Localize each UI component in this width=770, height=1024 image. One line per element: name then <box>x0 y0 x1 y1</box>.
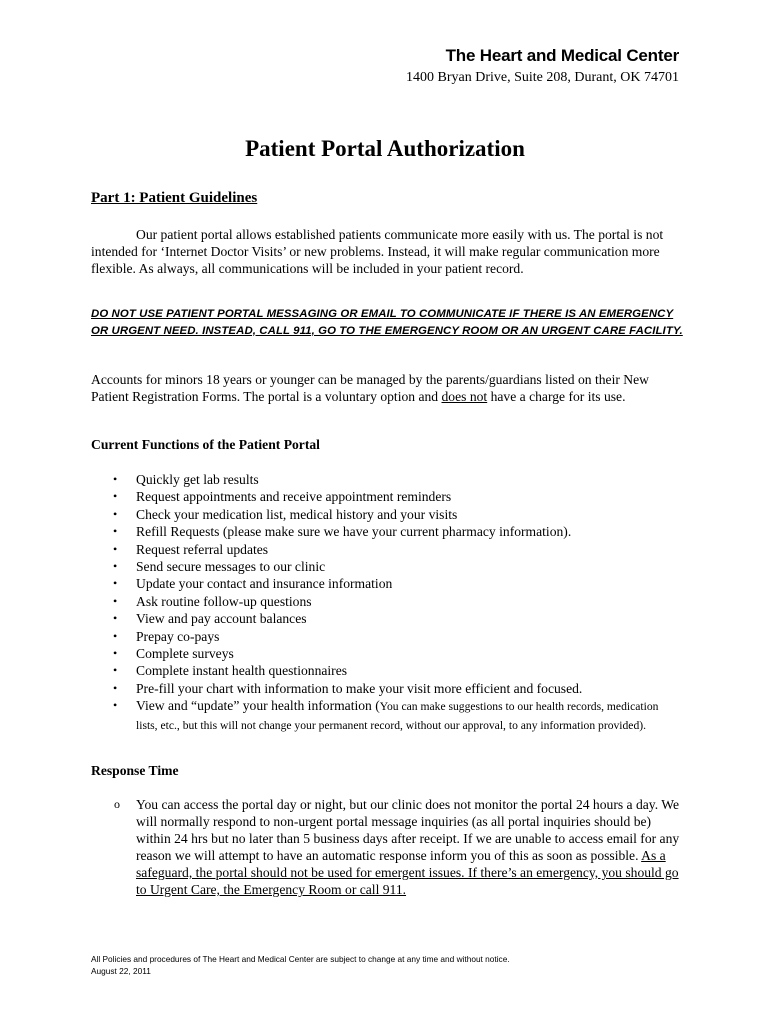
list-item: • Send secure messages to our clinic <box>113 559 326 575</box>
bullet-icon: • <box>113 680 118 695</box>
bullet-icon: • <box>113 576 118 591</box>
minors-text-start: Accounts for minors 18 years or younger can be managed by the parents/guardians listed on their New Patient Registration Forms. The portal is a voluntary option and <box>91 372 649 404</box>
bullet-icon: • <box>113 524 118 539</box>
bullet-icon: • <box>113 559 118 574</box>
list-item <box>91 697 681 734</box>
functions-heading: Current Functions of the Patient Portal <box>91 437 320 452</box>
minors-paragraph <box>91 371 681 405</box>
document-title: Patient Portal Authorization <box>245 136 525 161</box>
bullet-icon: • <box>113 489 118 504</box>
bullet-icon: • <box>113 506 118 521</box>
bullet-icon: • <box>113 663 118 678</box>
list-item: • Request appointments and receive appointment reminders <box>113 489 452 505</box>
circle-bullet-icon: o <box>114 797 120 811</box>
list-item-text: View and “update” your health information ( <box>136 698 380 714</box>
response-time-heading: Response Time <box>91 763 179 778</box>
emergency-warning: DO NOT USE PATIENT PORTAL MESSAGING OR EMAIL TO COMMUNICATE IF THERE IS AN EMERGENCY OR URGENT NEED. INSTEAD, CALL 911, GO TO THE EMERGENCY ROOM OR AN URGENT CARE FACILITY. <box>91 308 683 337</box>
footer-date: August 22, 2011 <box>91 966 151 976</box>
list-item: • Update your contact and insurance information <box>113 576 393 592</box>
footer-notice: All Policies and procedures of The Heart and Medical Center are subject to change at any time and without notice. <box>91 954 510 964</box>
list-item: • Prepay co-pays <box>113 628 220 644</box>
bullet-icon: • <box>113 611 118 626</box>
organization-name: The Heart and Medical Center <box>445 46 679 65</box>
bullet-icon: • <box>113 472 118 486</box>
list-item: • Complete instant health questionnaires <box>113 663 348 679</box>
bullet-icon: • <box>113 593 118 608</box>
safeguard-text: As a safeguard, the portal should not be used for emergent issues. If there’s an emergency, you should go to Urgent Care, the Emergency Room or call 911. <box>136 848 679 897</box>
minors-text-end: have a charge for its use. <box>487 389 626 404</box>
response-time-text: You can access the portal day or night, but our clinic does not monitor the portal 24 hours a day. We will normally respond to non-urgent portal message inquiries (as all portal inquiries should be) within 24 hrs but no later than 5 business days after receipt. If we are unable to access email for any reason we will attempt to have an automatic response inform you of this as soon as possible. <box>136 797 680 863</box>
response-time-item <box>91 796 681 898</box>
list-item-note: You can make suggestions to our health records, medication lists, etc., but this will not change your permanent record, without our approval, to any information provided). <box>136 700 659 732</box>
footer <box>91 953 510 977</box>
bullet-icon: • <box>113 646 118 661</box>
bullet-icon: • <box>113 541 118 556</box>
list-item: • View and pay account balances <box>113 611 307 627</box>
list-item: • Ask routine follow-up questions <box>113 593 312 609</box>
intro-paragraph: Our patient portal allows established patients communicate more easily with us. The portal is not intended for ‘Internet Doctor Visits’ or new problems. Instead, it will make regular communication more flexible. As always, all communications will be included in your patient record. <box>91 227 664 276</box>
list-item: • Quickly get lab results <box>113 472 259 487</box>
list-item: • Pre-fill your chart with information to make your visit more efficient and focused. <box>113 680 583 696</box>
list-item: • Request referral updates <box>113 541 269 557</box>
part1-heading: Part 1: Patient Guidelines <box>91 190 258 206</box>
list-item: • Refill Requests (please make sure we have your current pharmacy information). <box>113 524 572 540</box>
organization-address: 1400 Bryan Drive, Suite 208, Durant, OK 74701 <box>406 70 679 85</box>
list-item: • Check your medication list, medical history and your visits <box>113 506 458 522</box>
bullet-icon: • <box>113 628 118 643</box>
bullet-icon: • <box>113 698 118 713</box>
minors-text-underlined: does not <box>441 389 488 404</box>
functions-list <box>91 471 681 734</box>
list-item: • Complete surveys <box>113 646 234 662</box>
